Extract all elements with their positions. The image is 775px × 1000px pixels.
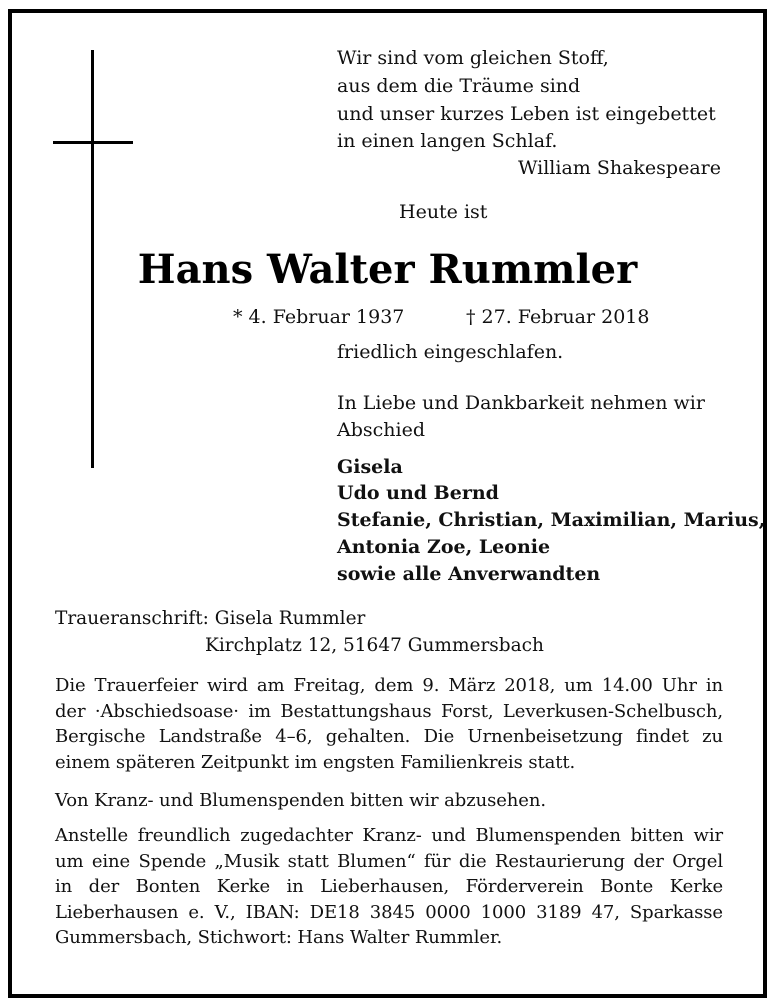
address-label: Traueranschrift: Gisela Rummler	[55, 608, 366, 629]
mourner-line: Antonia Zoe, Leonie	[337, 536, 551, 558]
farewell-line: In Liebe und Dankbarkeit nehmen wir	[337, 392, 705, 414]
ceremony-paragraph	[55, 673, 723, 775]
mourner-line: Udo und Bernd	[337, 482, 499, 504]
deceased-name: Hans Walter Rummler	[137, 246, 638, 293]
ceremony-line: der ·Abschiedsoase· im Bestattungshaus Forst, Leverkusen-Schelbusch,	[55, 700, 723, 722]
flowers-note	[55, 788, 723, 814]
address-line: Kirchplatz 12, 51647 Gummersbach	[205, 635, 544, 656]
mourner-line: Stefanie, Christian, Maximilian, Marius,	[337, 509, 766, 531]
quote-line: in einen langen Schlaf.	[337, 130, 558, 152]
birth-date: * 4. Februar 1937	[233, 306, 405, 328]
donation-paragraph	[55, 823, 723, 951]
intro-text: Heute ist	[399, 201, 488, 223]
quote-author: William Shakespeare	[517, 157, 721, 179]
ceremony-line: einem späteren Zeitpunkt im engsten Familienkreis statt.	[55, 751, 576, 773]
donation-line: Anstelle freundlich zugedachter Kranz- und Blumenspenden bitten wir	[55, 825, 723, 846]
flowers-note-text: Von Kranz- und Blumenspenden bitten wir abzusehen.	[55, 790, 546, 811]
donation-line: in der Bonten Kerke in Lieberhausen, Förderverein Bonte Kerke	[55, 876, 723, 897]
cross-icon-horizontal	[53, 141, 133, 144]
ceremony-line: Die Trauerfeier wird am Freitag, dem 9. März 2018, um 14.00 Uhr in	[55, 675, 723, 696]
death-date: † 27. Februar 2018	[466, 306, 650, 328]
passing-status: friedlich eingeschlafen.	[337, 341, 564, 363]
mourner-line: Gisela	[337, 456, 403, 478]
ceremony-line: Bergische Landstraße 4–6, gehalten. Die Urnenbeisetzung findet zu	[55, 726, 723, 747]
mourner-line: sowie alle Anverwandten	[337, 563, 601, 585]
donation-line: Gummersbach, Stichwort: Hans Walter Rummler.	[55, 927, 503, 948]
farewell-line: Abschied	[337, 419, 425, 441]
donation-line: um eine Spende „Musik statt Blumen“ für die Restaurierung der Orgel	[55, 850, 723, 872]
quote-line: aus dem die Träume sind	[337, 75, 581, 97]
quote-line: und unser kurzes Leben ist eingebettet	[337, 103, 716, 125]
quote-line: Wir sind vom gleichen Stoff,	[337, 47, 609, 69]
donation-line: Lieberhausen e. V., IBAN: DE18 3845 0000 1000 3189 47, Sparkasse	[55, 901, 723, 923]
